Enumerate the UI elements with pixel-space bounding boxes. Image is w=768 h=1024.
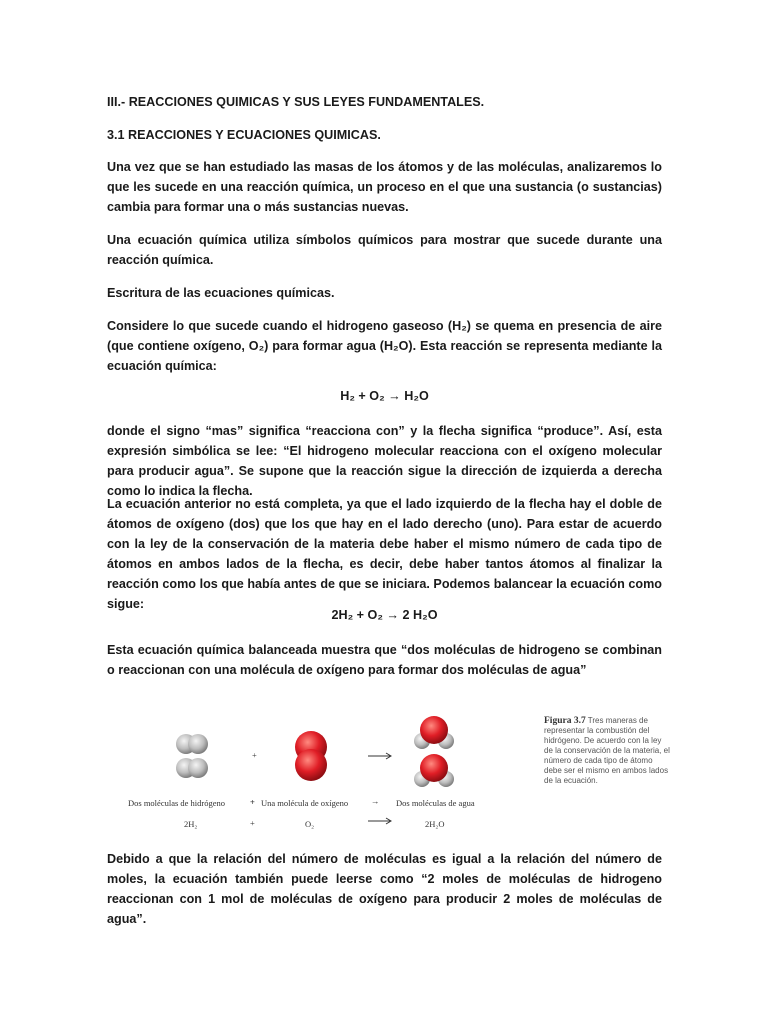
paragraph-heading-writing: Escritura de las ecuaciones químicas.	[107, 286, 335, 300]
section-title: III.- REACCIONES QUIMICAS Y SUS LEYES FUNDAMENTALES.	[107, 95, 485, 109]
water-molecule-icon	[414, 716, 454, 787]
label-water-molecules: Dos moléculas de agua	[396, 798, 475, 808]
paragraph-symbol-meaning: donde el signo “mas” significa “reacciona con” y la flecha significa “produce”. Así, esta expresión simbólica se lee: “El hidrogeno molecular reacciona con el oxígeno molecular para producir agua”. Se supone que la reacción sigue la dirección de izquierda a derecha como lo indica la flecha.	[107, 424, 662, 498]
formula-hydrogen: 2H₂	[184, 819, 198, 829]
paragraph-balancing: La ecuación anterior no está completa, ya que el lado izquierdo de la flecha hay el doble de átomos de oxígeno (dos) que los que hay en el lado derecho (uno). Para estar de acuerdo con la ley de la conservación de la materia debe haber el mismo número de cada tipo de átomos en ambos lados de la flecha, es decir, debe haber tantos átomos al finalizar la reacción como los que había antes de que se iniciara. Podemos balancear la ecuación como sigue:	[107, 497, 662, 611]
label-plus: +	[250, 797, 255, 807]
subsection-title: 3.1 REACCIONES Y ECUACIONES QUIMICAS.	[107, 128, 381, 142]
label-arrow: →	[371, 796, 380, 806]
figure-combustion-hydrogen	[128, 708, 670, 838]
formula-plus: +	[250, 818, 255, 828]
paragraph-intro: Una vez que se han estudiado las masas de los átomos y de las moléculas, analizaremos lo que les sucede en una reacción química, un proceso en el que una sustancia (o sustancias) cambia para formar una o más sustancias nuevas.	[107, 160, 662, 214]
hydrogen-molecule-icon	[176, 734, 208, 778]
paragraph-moles: Debido a que la relación del número de moléculas es igual a la relación del número de moles, la ecuación también puede leerse como “2 moles de moléculas de hidrogeno reaccionan con 1 mol de moléculas de oxígeno para producir 2 moles de moléculas de agua”.	[107, 852, 662, 926]
figure-caption-title: Figura 3.7	[544, 716, 586, 726]
formula-water: 2H₂O	[425, 819, 445, 829]
paragraph-equation-definition: Una ecuación química utiliza símbolos químicos para mostrar que sucede durante una reacción química.	[107, 233, 662, 267]
paragraph-balanced-meaning: Esta ecuación química balanceada muestra que “dos moléculas de hidrogeno se combinan o reaccionan con una molécula de oxígeno para formar dos moléculas de agua”	[107, 643, 662, 677]
oxygen-molecule-icon	[295, 731, 327, 781]
equation-balanced: 2H₂ + O₂ → 2 H₂O	[331, 608, 438, 622]
formula-oxygen: O₂	[305, 819, 315, 829]
label-hydrogen-molecules: Dos moléculas de hidrógeno	[128, 798, 226, 808]
figure-caption	[544, 716, 672, 786]
paragraph-hydrogen-combustion: Considere lo que sucede cuando el hidrogeno gaseoso (H₂) se quema en presencia de aire (que contiene oxígeno, O₂) para formar agua (H₂O). Esta reacción se representa mediante la ecuación química:	[107, 319, 662, 373]
equation-unbalanced: H₂ + O₂ → H₂O	[340, 389, 429, 403]
label-arrow-icon	[368, 818, 391, 824]
figure-plus-sign: +	[252, 750, 257, 760]
reaction-arrow-icon	[368, 753, 391, 759]
label-oxygen-molecule: Una molécula de oxígeno	[261, 798, 349, 808]
figure-caption-text: Tres maneras de representar la combustión del hidrógeno. De acuerdo con la ley de la conservación de la materia, el número de cada tipo de átomo debe ser el mismo en ambos lados de la ecuación.	[544, 716, 670, 785]
